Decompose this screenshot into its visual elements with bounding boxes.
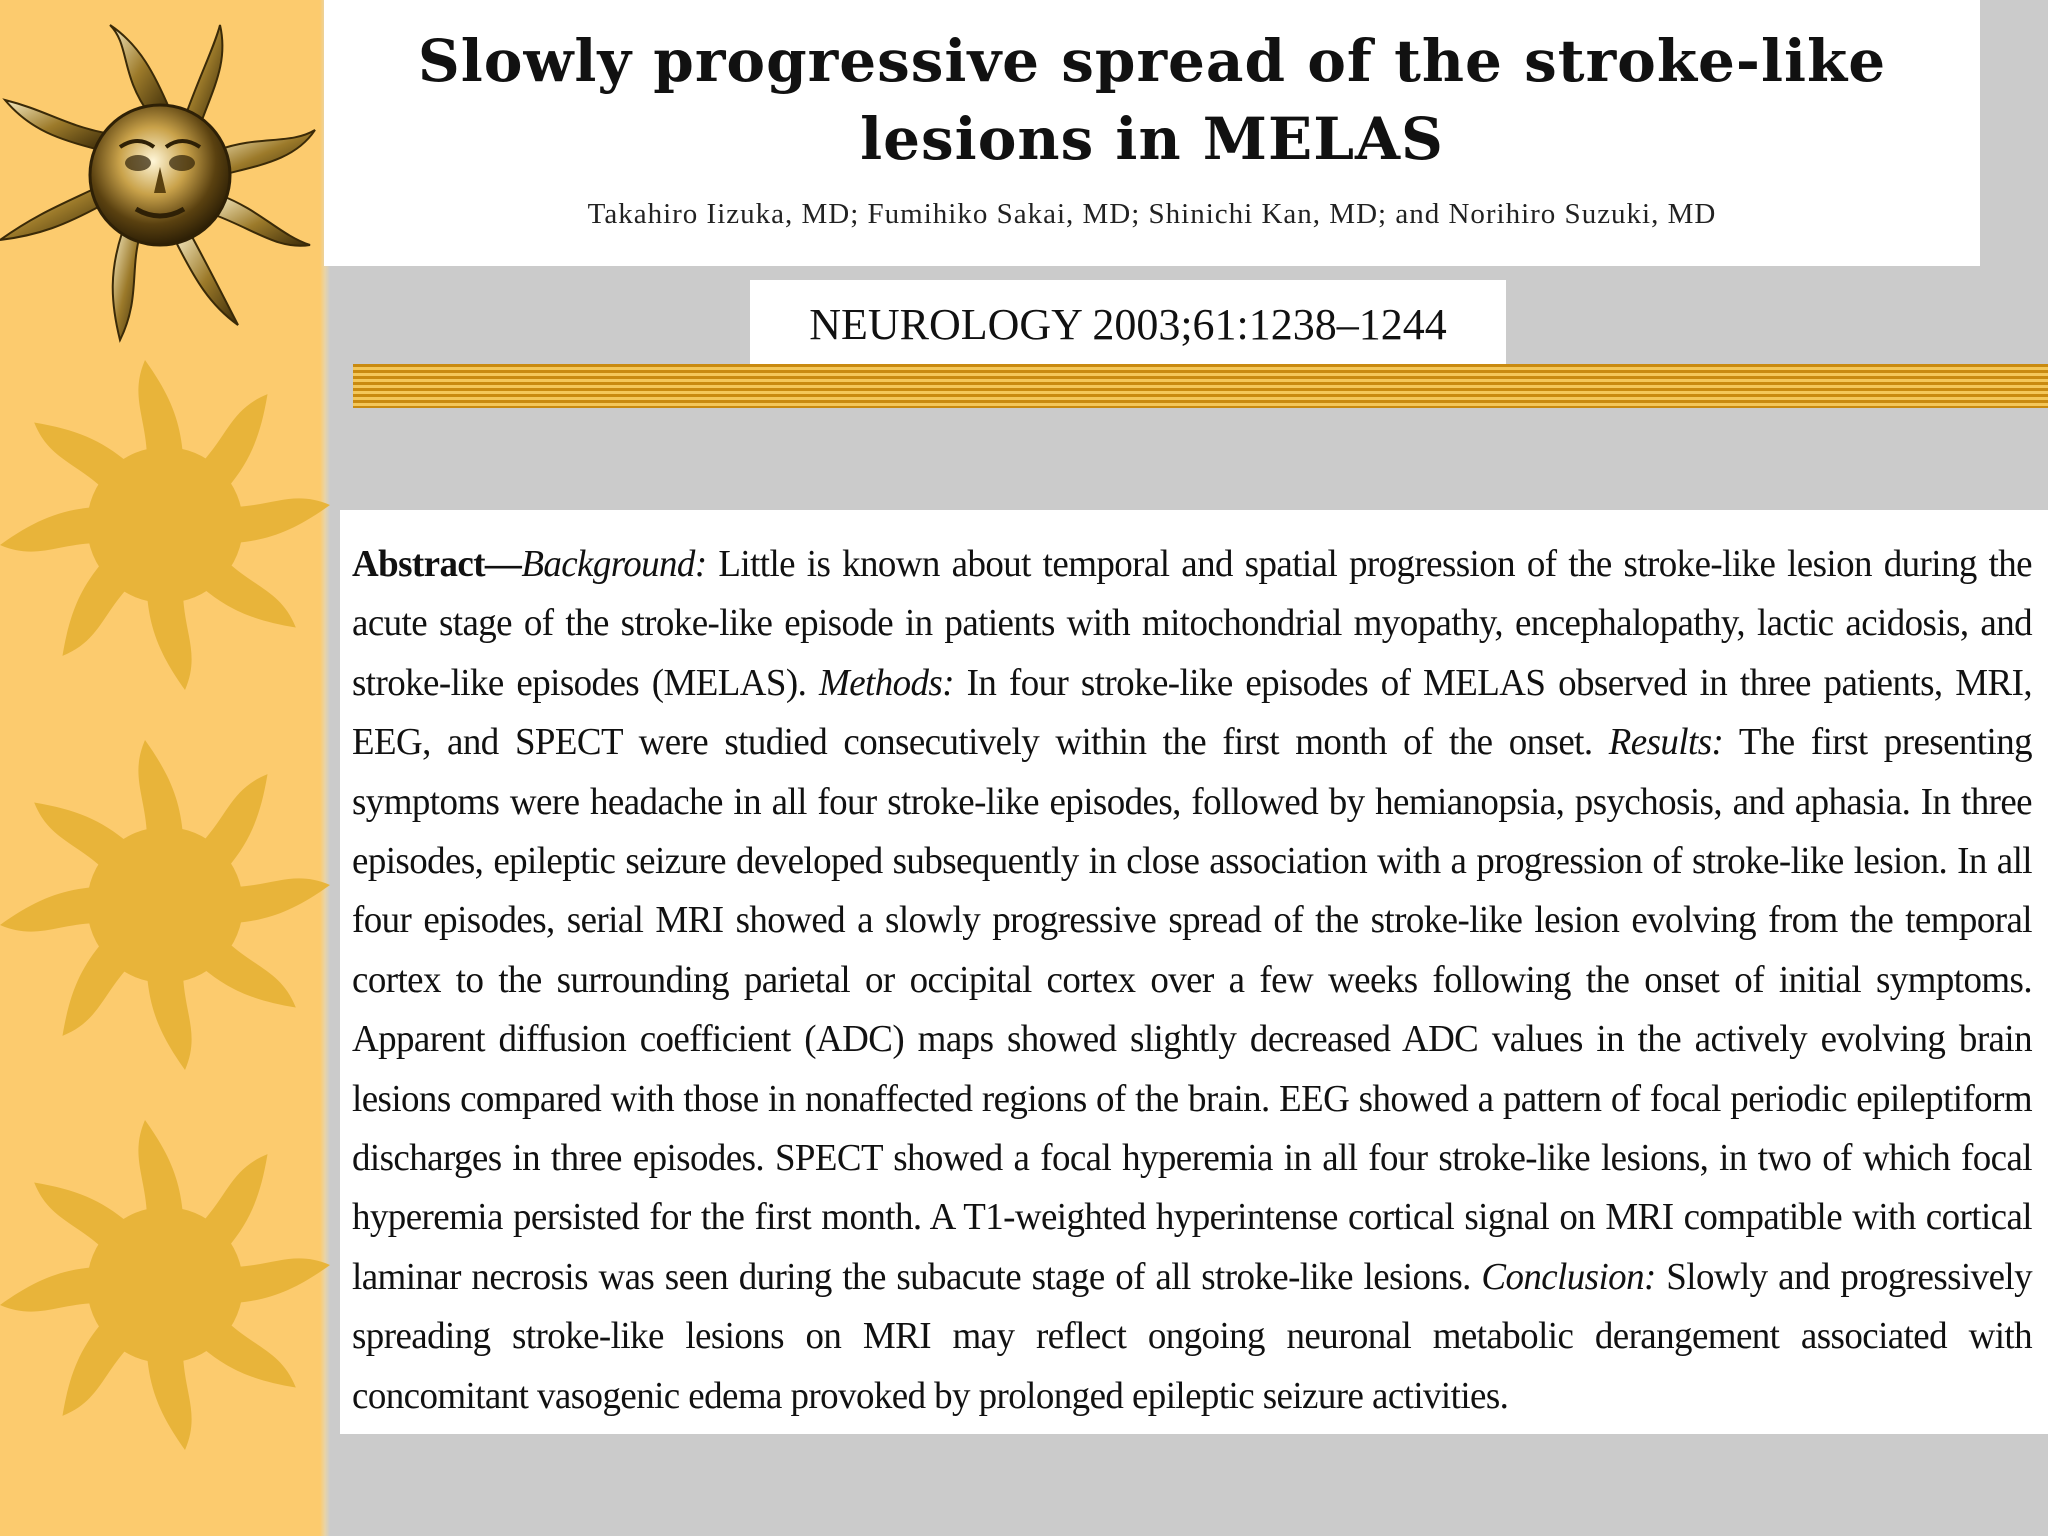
- decorative-divider: [353, 364, 2048, 408]
- results-label: Results:: [1608, 721, 1724, 764]
- journal-citation: NEUROLOGY 2003;61:1238–1244: [809, 300, 1447, 349]
- metal-sun-icon: [0, 10, 330, 350]
- sun-icon: [0, 360, 330, 690]
- methods-label: Methods:: [818, 661, 954, 704]
- sun-icon: [0, 740, 330, 1070]
- abstract-text: [352, 535, 2032, 1426]
- conclusion-label: Conclusion:: [1481, 1255, 1656, 1298]
- abstract-lead: Abstract—: [352, 543, 522, 585]
- author-list: Takahiro Iizuka, MD; Fumihiko Sakai, MD; Shinichi Kan, MD; and Norihiro Suzuki, MD: [587, 198, 1717, 230]
- methods-text: In four stroke-like episodes of MELAS observed in three patients, MRI, EEG, and SPECT were studied consecutively within the first month of the onset.: [352, 661, 2033, 764]
- background-text: Little is known about temporal and spatial progression of the stroke-like lesion during the acute stage of the stroke-like episode in patients with mitochondrial myopathy, encephalopathy, lactic acidosis, and stroke-like episodes (MELAS).: [352, 543, 2032, 704]
- conclusion-text: Slowly and progressively spreading stroke-like lesions on MRI may reflect ongoing neuronal metabolic derangement associated with concomitant vasogenic edema provoked by prolonged epileptic seizure activities.: [352, 1255, 2032, 1417]
- sun-icon: [0, 1120, 330, 1450]
- background-label: Background:: [521, 543, 707, 585]
- page-title: Slowly progressive spread of the stroke-like lesions in MELAS: [417, 27, 1887, 173]
- results-text: The first presenting symptoms were headache in all four stroke-like episodes, followed by hemianopsia, psychosis, and aphasia. In three episodes, epileptic seizure developed subsequently in close association with a progression of stroke-like lesion. In all four episodes, serial MRI showed a slowly progressive spread of the stroke-like lesion evolving from the temporal cortex to the surrounding parietal or occipital cortex over a few weeks following the onset of initial symptoms. Apparent diffusion coefficient (ADC) maps showed slightly decreased ADC values in the actively evolving brain lesions compared with those in nonaffected regions of the brain. EEG showed a pattern of focal periodic epileptiform discharges in three episodes. SPECT showed a focal hyperemia in all four stroke-like lesions, in two of which focal hyperemia persisted for the first month. A T1-weighted hyperintense cortical signal on MRI compatible with cortical laminar necrosis was seen during the subacute stage of all stroke-like lesions.: [352, 721, 2033, 1298]
